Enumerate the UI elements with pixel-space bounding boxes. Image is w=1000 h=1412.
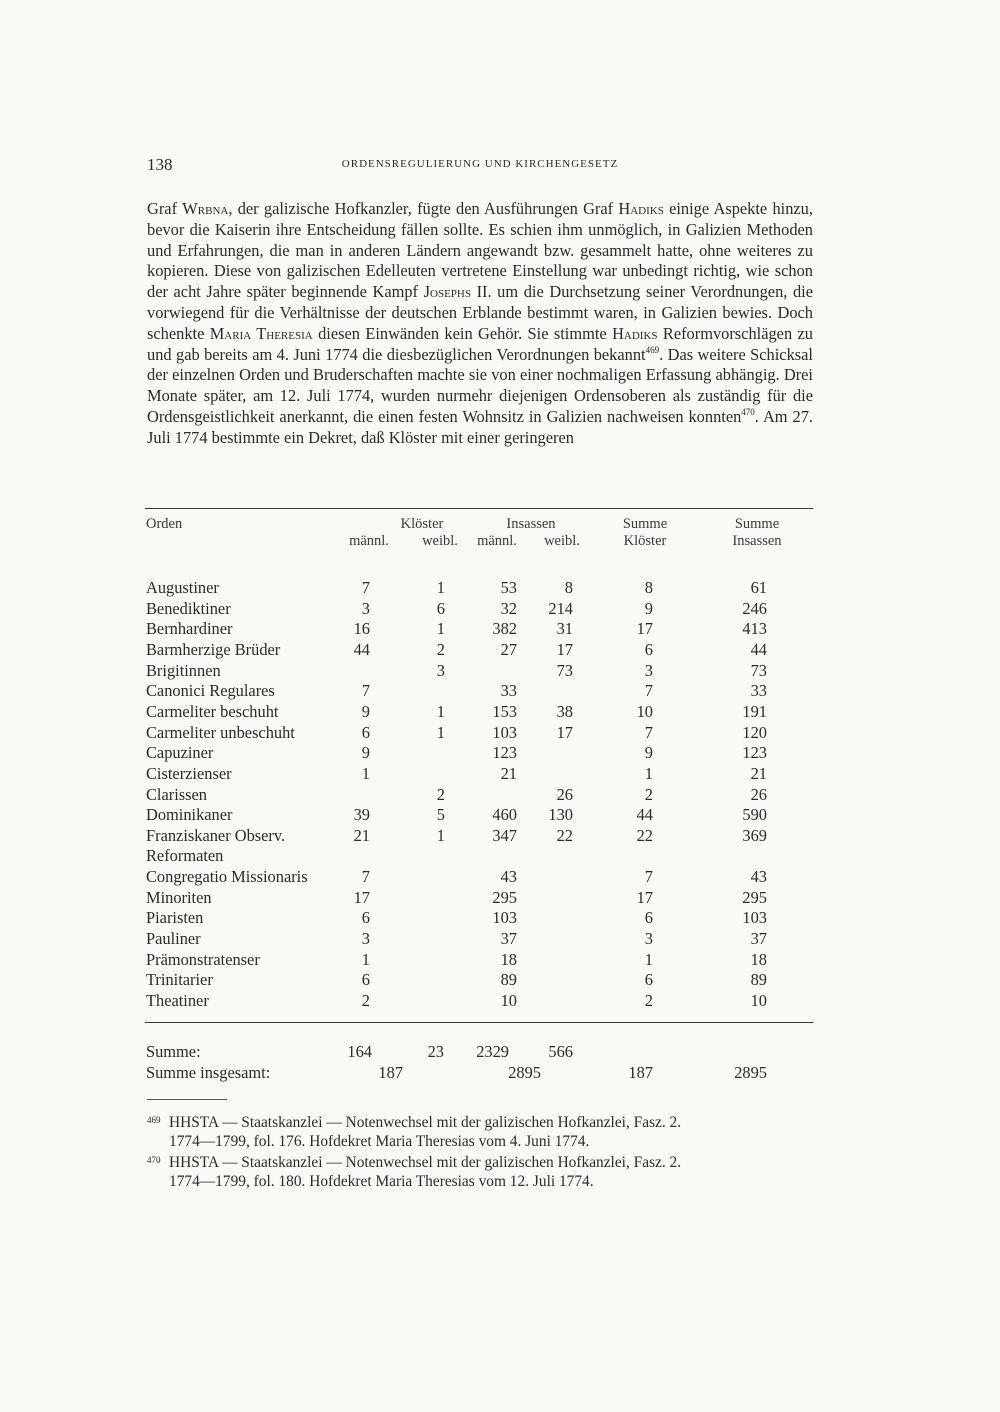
- order-name: Capuziner: [146, 743, 214, 763]
- cell-sk: 9: [644, 743, 653, 763]
- col-header-kloester: Klöster: [400, 516, 444, 532]
- footnote: [147, 1153, 813, 1191]
- footnote-number: 470: [147, 1155, 161, 1165]
- name-hadiks: Hadiks: [618, 199, 664, 218]
- cell-im: 18: [500, 949, 517, 969]
- cell-si: 73: [750, 660, 767, 680]
- order-name: Theatiner: [146, 991, 209, 1010]
- col-header-maennl: männl.: [477, 533, 517, 549]
- name-josephs: Josephs: [423, 282, 471, 302]
- cell-si: 33: [750, 681, 767, 701]
- cell-im: 123: [492, 743, 517, 763]
- cell-sk: 2: [644, 784, 653, 804]
- cell-sk: 44: [636, 805, 653, 825]
- cell-iw: 17: [556, 639, 573, 659]
- cell-km: 3: [361, 929, 370, 949]
- order-name: Franziskaner Observ.: [146, 825, 286, 845]
- cell-kw: 1: [436, 722, 445, 742]
- footnote-rule: [147, 1099, 227, 1100]
- cell-km: 6: [361, 908, 370, 928]
- cell-km: 6: [361, 970, 370, 990]
- cell-sk: 8: [644, 578, 653, 597]
- table-top-rule: [145, 508, 813, 509]
- footnote-number: 469: [147, 1115, 161, 1125]
- cell-si: 10: [750, 991, 767, 1010]
- summe-row: [145, 1042, 813, 1063]
- cell-km: 1: [361, 763, 370, 783]
- cell-si: 191: [742, 701, 767, 721]
- cell-km: 7: [361, 867, 370, 887]
- cell-kw: 5: [436, 805, 445, 825]
- cell-kw: 2: [436, 639, 445, 659]
- cell-si: 37: [750, 929, 767, 949]
- cell-sk: 7: [644, 722, 653, 742]
- cell-iw: 17: [556, 722, 573, 742]
- cell-iw: 31: [556, 619, 573, 639]
- cell-km: 21: [353, 825, 370, 845]
- cell-si: 123: [742, 743, 767, 763]
- table-row: [145, 950, 813, 971]
- name-wrbna: Wrbna: [182, 199, 229, 218]
- cell-im: 43: [500, 867, 517, 887]
- cell-iw: 38: [556, 701, 573, 721]
- cell-km: 1: [361, 949, 370, 969]
- cell-sk: 1: [644, 763, 653, 783]
- cell-si: 246: [742, 598, 767, 618]
- footnote-line: HHSTA — Staatskanzlei — Notenwechsel mit der galizischen Hofkanzlei, Fasz. 2.: [169, 1114, 682, 1131]
- order-name: Prämonstratenser: [146, 949, 260, 969]
- cell-im: 53: [500, 578, 517, 597]
- summe-insassen-weibl: 566: [548, 1042, 573, 1061]
- summe-label: Summe:: [146, 1042, 201, 1061]
- cell-sk: 3: [644, 929, 653, 949]
- name-hadiks: Hadiks: [612, 323, 658, 343]
- cell-im: 32: [500, 598, 517, 618]
- body-paragraph: Graf Wrbna, der galizische Hofkanzler, fügte den Ausführungen Graf Hadiks einige Aspekte hinzu, bevor die Kaiserin ihre Entscheidung fällen sollte. Es schien ihm unmöglich, in Galizien Methoden und Erfahrungen, die man in anderen Ländern angewandt bzw. gesammelt hatte, ohne weiteres zu kopieren. Diese von galizischen Edelleuten vertretene Einstellung war unbedingt richtig, wie schon der acht Jahre später beginnende Kampf Josephs II. um die Durchsetzung seiner Verordnungen, die vorwiegend für die Verhältnisse der deutschen Erblande bestimmt waren, in Galizien bewies. Doch schenkte Maria Theresia diesen Einwänden kein Gehör. Sie stimmte Hadiks Reformvorschlägen zu und gab bereits am 4. Juni 1774 die diesbezüglichen Verordnungen bekannt$^{469}$. Das weitere Schicksal der einzelnen Orden und Bruderschaften machte sie von einer nochmaligen Erfassung abhängig. Drei Monate später, am 12. Juli 1774, wurden nurmehr diejenigen Ordensoberen als zuständig für die Ordensgeistlichkeit anerkannt, die einen festen Wohnsitz in Galizien nachweisen konnten$^{470}$. Am 27. Juli 1774 bestimmte ein Dekret, daß Klöster mit einer geringeren: [147, 199, 814, 447]
- cell-sk: 6: [644, 639, 653, 659]
- cell-sk: 7: [644, 867, 653, 887]
- cell-sk: 6: [644, 908, 653, 928]
- summe-kloester-maennl: 164: [347, 1042, 372, 1061]
- cell-kw: 6: [436, 598, 445, 618]
- cell-si: 43: [750, 867, 767, 887]
- table-row: [145, 867, 813, 888]
- order-name: Clarissen: [146, 784, 208, 804]
- cell-sk: 10: [636, 701, 653, 721]
- order-name: Carmeliter beschuht: [146, 701, 279, 721]
- table-row: [145, 888, 813, 909]
- cell-im: 347: [492, 825, 517, 845]
- cell-im: 103: [492, 908, 517, 928]
- cell-sk: 6: [644, 970, 653, 990]
- col-header-maennl: männl.: [349, 533, 389, 549]
- order-name: Cisterzienser: [146, 763, 232, 783]
- cell-km: 16: [353, 619, 370, 639]
- cell-iw: 8: [564, 578, 573, 597]
- cell-km: 9: [361, 743, 370, 763]
- order-name: Barmherzige Brüder: [146, 639, 281, 659]
- col-header-weibl: weibl.: [544, 533, 580, 549]
- cell-im: 382: [492, 619, 517, 639]
- order-name: Piaristen: [146, 908, 204, 928]
- cell-im: 460: [492, 805, 517, 825]
- cell-iw: 22: [556, 825, 573, 845]
- cell-si: 44: [750, 639, 767, 659]
- summe-insgesamt-summe-insassen: 2895: [734, 1063, 767, 1082]
- order-name: Bernhardiner: [146, 619, 233, 639]
- cell-kw: 1: [436, 578, 445, 597]
- cell-si: 413: [742, 619, 767, 639]
- order-name: Augustiner: [146, 578, 219, 597]
- cell-sk: 7: [644, 681, 653, 701]
- cell-km: 39: [353, 805, 370, 825]
- cell-si: 61: [750, 578, 767, 597]
- cell-kw: 1: [436, 825, 445, 845]
- table-row: [145, 661, 813, 682]
- order-name: Canonici Regulares: [146, 681, 275, 701]
- table-row: [145, 702, 813, 723]
- table-row: [145, 681, 813, 702]
- name-maria-theresia: Maria Theresia: [209, 323, 313, 343]
- cell-im: 153: [492, 701, 517, 721]
- cell-km: 17: [353, 887, 370, 907]
- cell-sk: 3: [644, 660, 653, 680]
- table-row: [145, 970, 813, 991]
- footnote-ref[interactable]: 469: [645, 344, 660, 355]
- cell-si: 21: [750, 763, 767, 783]
- cell-im: 89: [500, 970, 517, 990]
- cell-si: 120: [742, 722, 767, 742]
- cell-iw: 214: [548, 598, 573, 618]
- cell-si: 89: [750, 970, 767, 990]
- col-header-summe-insassen: Summe Insassen: [732, 516, 782, 549]
- table-row: [145, 805, 813, 826]
- summe-insgesamt-insassen: 2895: [508, 1063, 541, 1082]
- cell-im: 27: [500, 639, 517, 659]
- cell-sk: 2: [644, 991, 653, 1010]
- cell-si: 295: [742, 887, 767, 907]
- cell-im: 21: [500, 763, 517, 783]
- cell-kw: 2: [436, 784, 445, 804]
- table-row: [145, 619, 813, 640]
- summe-insgesamt-label: Summe insgesamt:: [146, 1063, 271, 1082]
- summe-insassen-maennl: 2329: [476, 1042, 509, 1061]
- table-row: [145, 599, 813, 620]
- page-number: 138: [147, 155, 173, 174]
- cell-si: 103: [742, 908, 767, 928]
- cell-sk: 17: [636, 619, 653, 639]
- cell-sk: 22: [636, 825, 653, 845]
- footnote-ref[interactable]: 470: [741, 406, 755, 417]
- footnote-line: HHSTA — Staatskanzlei — Notenwechsel mit der galizischen Hofkanzlei, Fasz. 2.: [169, 1154, 682, 1171]
- order-name: Carmeliter unbeschuht: [146, 722, 295, 742]
- col-header-orden: Orden: [146, 516, 183, 532]
- cell-km: 7: [361, 578, 370, 597]
- table-row: [145, 908, 813, 929]
- order-name: Minoriten: [146, 887, 212, 907]
- cell-iw: 26: [556, 784, 573, 804]
- cell-km: 7: [361, 681, 370, 701]
- cell-si: 18: [750, 949, 767, 969]
- cell-sk: 1: [644, 949, 653, 969]
- summe-insgesamt-kloester: 187: [378, 1063, 403, 1082]
- cell-im: 103: [492, 722, 517, 742]
- table-row: [145, 785, 813, 806]
- cell-si: 590: [742, 805, 767, 825]
- cell-iw: 73: [556, 660, 573, 680]
- cell-kw: 3: [436, 660, 445, 680]
- footnote-line: 1774—1799, fol. 180. Hofdekret Maria Theresias vom 12. Juli 1774.: [169, 1173, 594, 1190]
- order-name: Brigitinnen: [146, 660, 221, 680]
- order-name: Benediktiner: [146, 598, 231, 618]
- table-row: [145, 578, 813, 599]
- order-name: Congregatio Missionaris: [146, 867, 308, 887]
- order-name: Dominikaner: [146, 805, 233, 825]
- cell-im: 10: [500, 991, 517, 1010]
- order-name: Trinitarier: [146, 970, 213, 990]
- table-row: [145, 826, 813, 847]
- table-row: [145, 743, 813, 764]
- table-row: [145, 929, 813, 950]
- table-row: [145, 846, 813, 867]
- footnote-line: 1774—1799, fol. 176. Hofdekret Maria Theresias vom 4. Juni 1774.: [169, 1133, 590, 1150]
- summe-insgesamt-row: [145, 1063, 813, 1084]
- col-header-insassen: Insassen: [506, 516, 556, 532]
- cell-km: 3: [361, 598, 370, 618]
- table-row: [145, 723, 813, 744]
- cell-kw: 1: [436, 619, 445, 639]
- col-header-summe-kloester: Summe Klöster: [622, 516, 668, 549]
- cell-sk: 17: [636, 887, 653, 907]
- cell-im: 33: [500, 681, 517, 701]
- table-bottom-rule: [145, 1022, 813, 1023]
- col-header-weibl: weibl.: [422, 533, 458, 549]
- table-row: [145, 991, 813, 1012]
- running-title: ORDENSREGULIERUNG UND KIRCHENGESETZ: [341, 158, 619, 170]
- summe-insgesamt-summe-kloester: 187: [628, 1063, 653, 1082]
- cell-km: 44: [353, 639, 370, 659]
- cell-kw: 1: [436, 701, 445, 721]
- table-row: [145, 640, 813, 661]
- table-row: [145, 764, 813, 785]
- cell-si: 369: [742, 825, 767, 845]
- cell-sk: 9: [644, 598, 653, 618]
- order-name: Reformaten: [146, 846, 224, 866]
- cell-iw: 130: [548, 805, 573, 825]
- footnote: [147, 1113, 813, 1151]
- cell-im: 295: [492, 887, 517, 907]
- cell-im: 37: [500, 929, 517, 949]
- cell-km: 9: [361, 701, 370, 721]
- order-name: Pauliner: [146, 929, 201, 949]
- cell-km: 2: [361, 991, 370, 1010]
- cell-km: 6: [361, 722, 370, 742]
- cell-si: 26: [750, 784, 767, 804]
- summe-kloester-weibl: 23: [427, 1042, 444, 1061]
